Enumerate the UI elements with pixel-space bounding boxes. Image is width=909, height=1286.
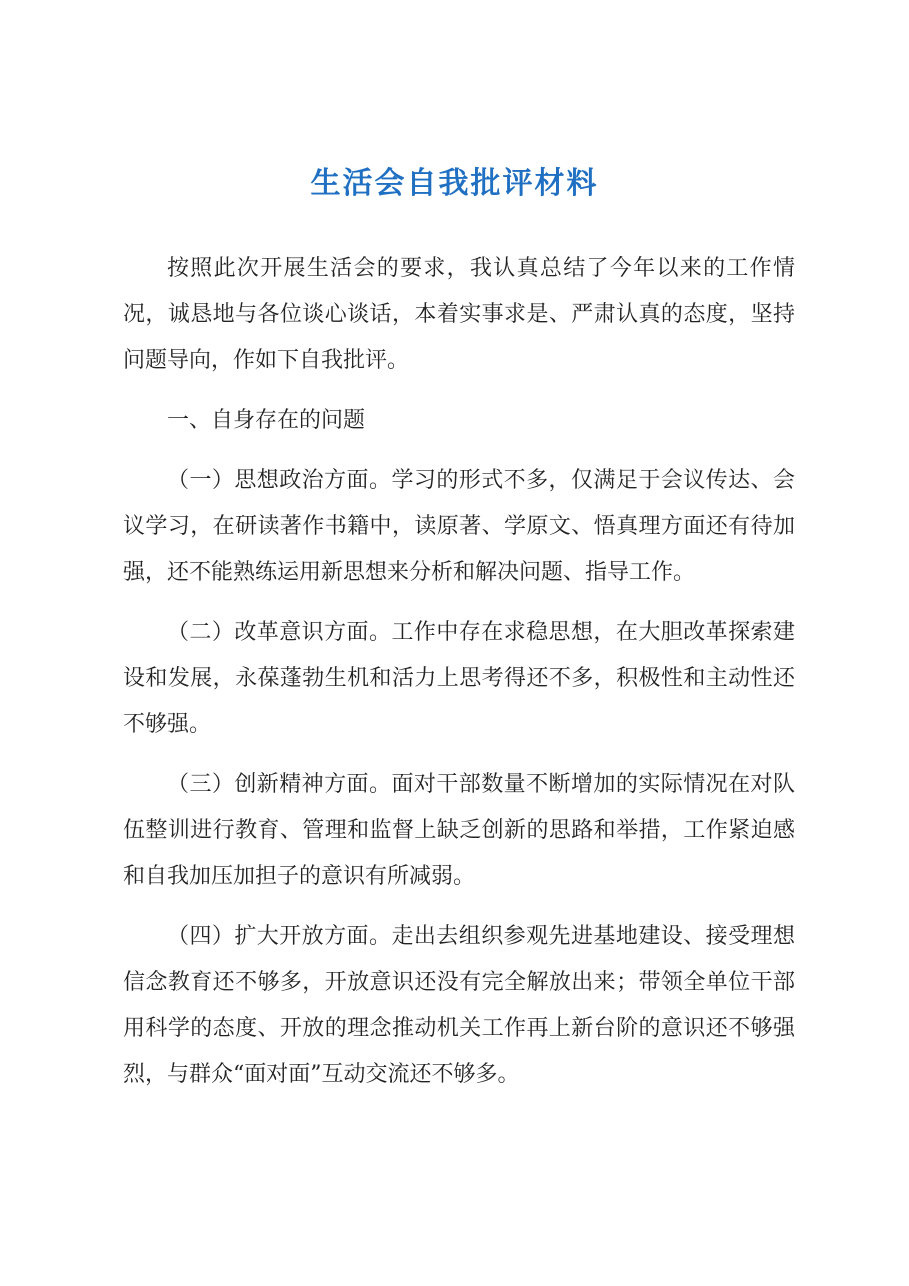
document-body xyxy=(123,246,795,1112)
section-heading-problems: 一、自身存在的问题 xyxy=(167,408,366,433)
paragraph-openness: （四）扩大开放方面。走出去组织参观先进基地建设、接受理想信念教育还不够多，开放意识还没有完全解放出来；带领全单位干部用科学的态度、开放的理念推动机关工作再上新台阶的意识还不够强烈，与群众“面对面”互动交流还不够多。 xyxy=(123,924,795,1087)
paragraph-ideology: （一）思想政治方面。学习的形式不多，仅满足于会议传达、会议学习，在研读著作书籍中，读原著、学原文、悟真理方面还有待加强，还不能熟练运用新思想来分析和解决问题、指导工作。 xyxy=(123,468,795,585)
paragraph-reform: （二）改革意识方面。工作中存在求稳思想，在大胆改革探索建设和发展，永葆蓬勃生机和活力上思考得还不多，积极性和主动性还不够强。 xyxy=(123,620,795,737)
intro-paragraph: 按照此次开展生活会的要求，我认真总结了今年以来的工作情况，诚恳地与各位谈心谈话，本着实事求是、严肃认真的态度，坚持问题导向，作如下自我批评。 xyxy=(123,256,795,373)
document-title: 生活会自我批评材料 xyxy=(310,166,599,201)
paragraph-innovation: （三）创新精神方面。面对干部数量不断增加的实际情况在对队伍整训进行教育、管理和监督上缺乏创新的思路和举措，工作紧迫感和自我加压加担子的意识有所减弱。 xyxy=(123,772,795,889)
